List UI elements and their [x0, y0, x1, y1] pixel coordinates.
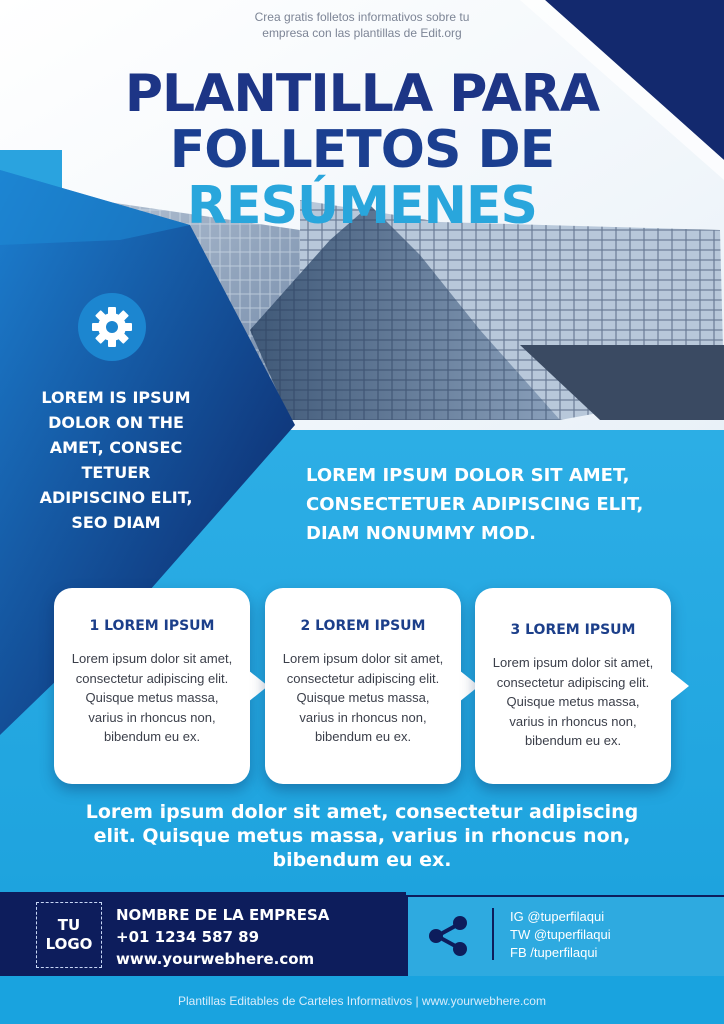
left-text-line: AMET, CONSEC [49, 438, 183, 457]
card-body [64, 649, 240, 747]
card-line: consectetur adipiscing elit. [75, 670, 229, 686]
social-facebook[interactable]: FB /tuperfilaqui [510, 945, 598, 960]
headline-line: DIAM NONUMMY MOD. [306, 523, 536, 544]
left-intro-text [30, 385, 202, 535]
left-text-line: ADIPISCINO ELIT, [39, 488, 193, 507]
gear-icon [89, 304, 135, 350]
card-line: bibendum eu ex. [524, 733, 622, 748]
tagline-line: Crea gratis folletos informativos sobre tu [254, 10, 470, 24]
company-name: NOMBRE DE LA EMPRESA [116, 906, 330, 924]
card-title: 2 LOREM IPSUM [300, 618, 426, 634]
card-title: 3 LOREM IPSUM [510, 622, 636, 638]
logo-text: LOGO [45, 935, 93, 953]
headline-line: LOREM IPSUM DOLOR SIT AMET, [306, 465, 630, 486]
card-line: Lorem ipsum dolor sit amet, [282, 651, 444, 666]
company-phone: +01 1234 587 89 [116, 928, 260, 946]
card-line: Quisque metus massa, [506, 694, 640, 709]
share-icon [425, 912, 473, 960]
left-text-line: TETUER [81, 463, 151, 482]
title-line-1: PLANTILLA PARA [124, 64, 600, 124]
card-line: Lorem ipsum dolor sit amet, [71, 651, 233, 666]
card-title: 1 LOREM IPSUM [89, 618, 215, 634]
title-line-3: RESÚMENES [187, 176, 537, 236]
social-twitter[interactable]: TW @tuperfilaqui [510, 927, 611, 942]
card-line: bibendum eu ex. [103, 729, 201, 744]
step-card-1 [54, 588, 250, 784]
card-line: bibendum eu ex. [314, 729, 412, 744]
card-line: Lorem ipsum dolor sit amet, [492, 655, 654, 670]
card-line: varius in rhoncus non, [509, 713, 637, 729]
card-line: varius in rhoncus non, [299, 709, 427, 725]
tagline-line: empresa con las plantillas de Edit.org [262, 26, 462, 40]
company-info [116, 904, 329, 970]
left-text-line: DOLOR ON THE [48, 413, 184, 432]
body-text-line: bibendum eu ex. [272, 849, 452, 871]
footer-caption: Plantillas Editables de Carteles Informativos | www.yourwebhere.com [178, 994, 546, 1008]
social-divider [492, 908, 494, 960]
card-line: consectetur adipiscing elit. [286, 670, 440, 686]
headline-line: CONSECTETUER ADIPISCING ELIT, [306, 494, 644, 515]
card-line: consectetur adipiscing elit. [496, 674, 650, 690]
body-text [40, 800, 684, 872]
card-line: Quisque metus massa, [296, 690, 430, 705]
logo-text: TU [57, 916, 81, 934]
social-handles [510, 908, 611, 962]
step-card-2 [265, 588, 461, 784]
card-body [485, 653, 661, 751]
card-body [275, 649, 451, 747]
left-text-line: LOREM IS IPSUM [41, 388, 191, 407]
body-text-line: Lorem ipsum dolor sit amet, consectetur adipiscing [85, 801, 639, 823]
company-website[interactable]: www.yourwebhere.com [116, 950, 315, 968]
card-arrow [669, 670, 689, 702]
logo-placeholder [36, 902, 102, 968]
body-text-line: elit. Quisque metus massa, varius in rhoncus non, [93, 825, 631, 847]
step-card-3 [475, 588, 671, 784]
card-line: Quisque metus massa, [85, 690, 219, 705]
headline [306, 461, 716, 548]
title-line-2: FOLLETOS DE [169, 120, 555, 180]
social-instagram[interactable]: IG @tuperfilaqui [510, 909, 605, 924]
tagline [212, 9, 512, 41]
card-line: varius in rhoncus non, [88, 709, 216, 725]
left-text-line: SEO DIAM [71, 513, 161, 532]
gear-badge [78, 293, 146, 361]
